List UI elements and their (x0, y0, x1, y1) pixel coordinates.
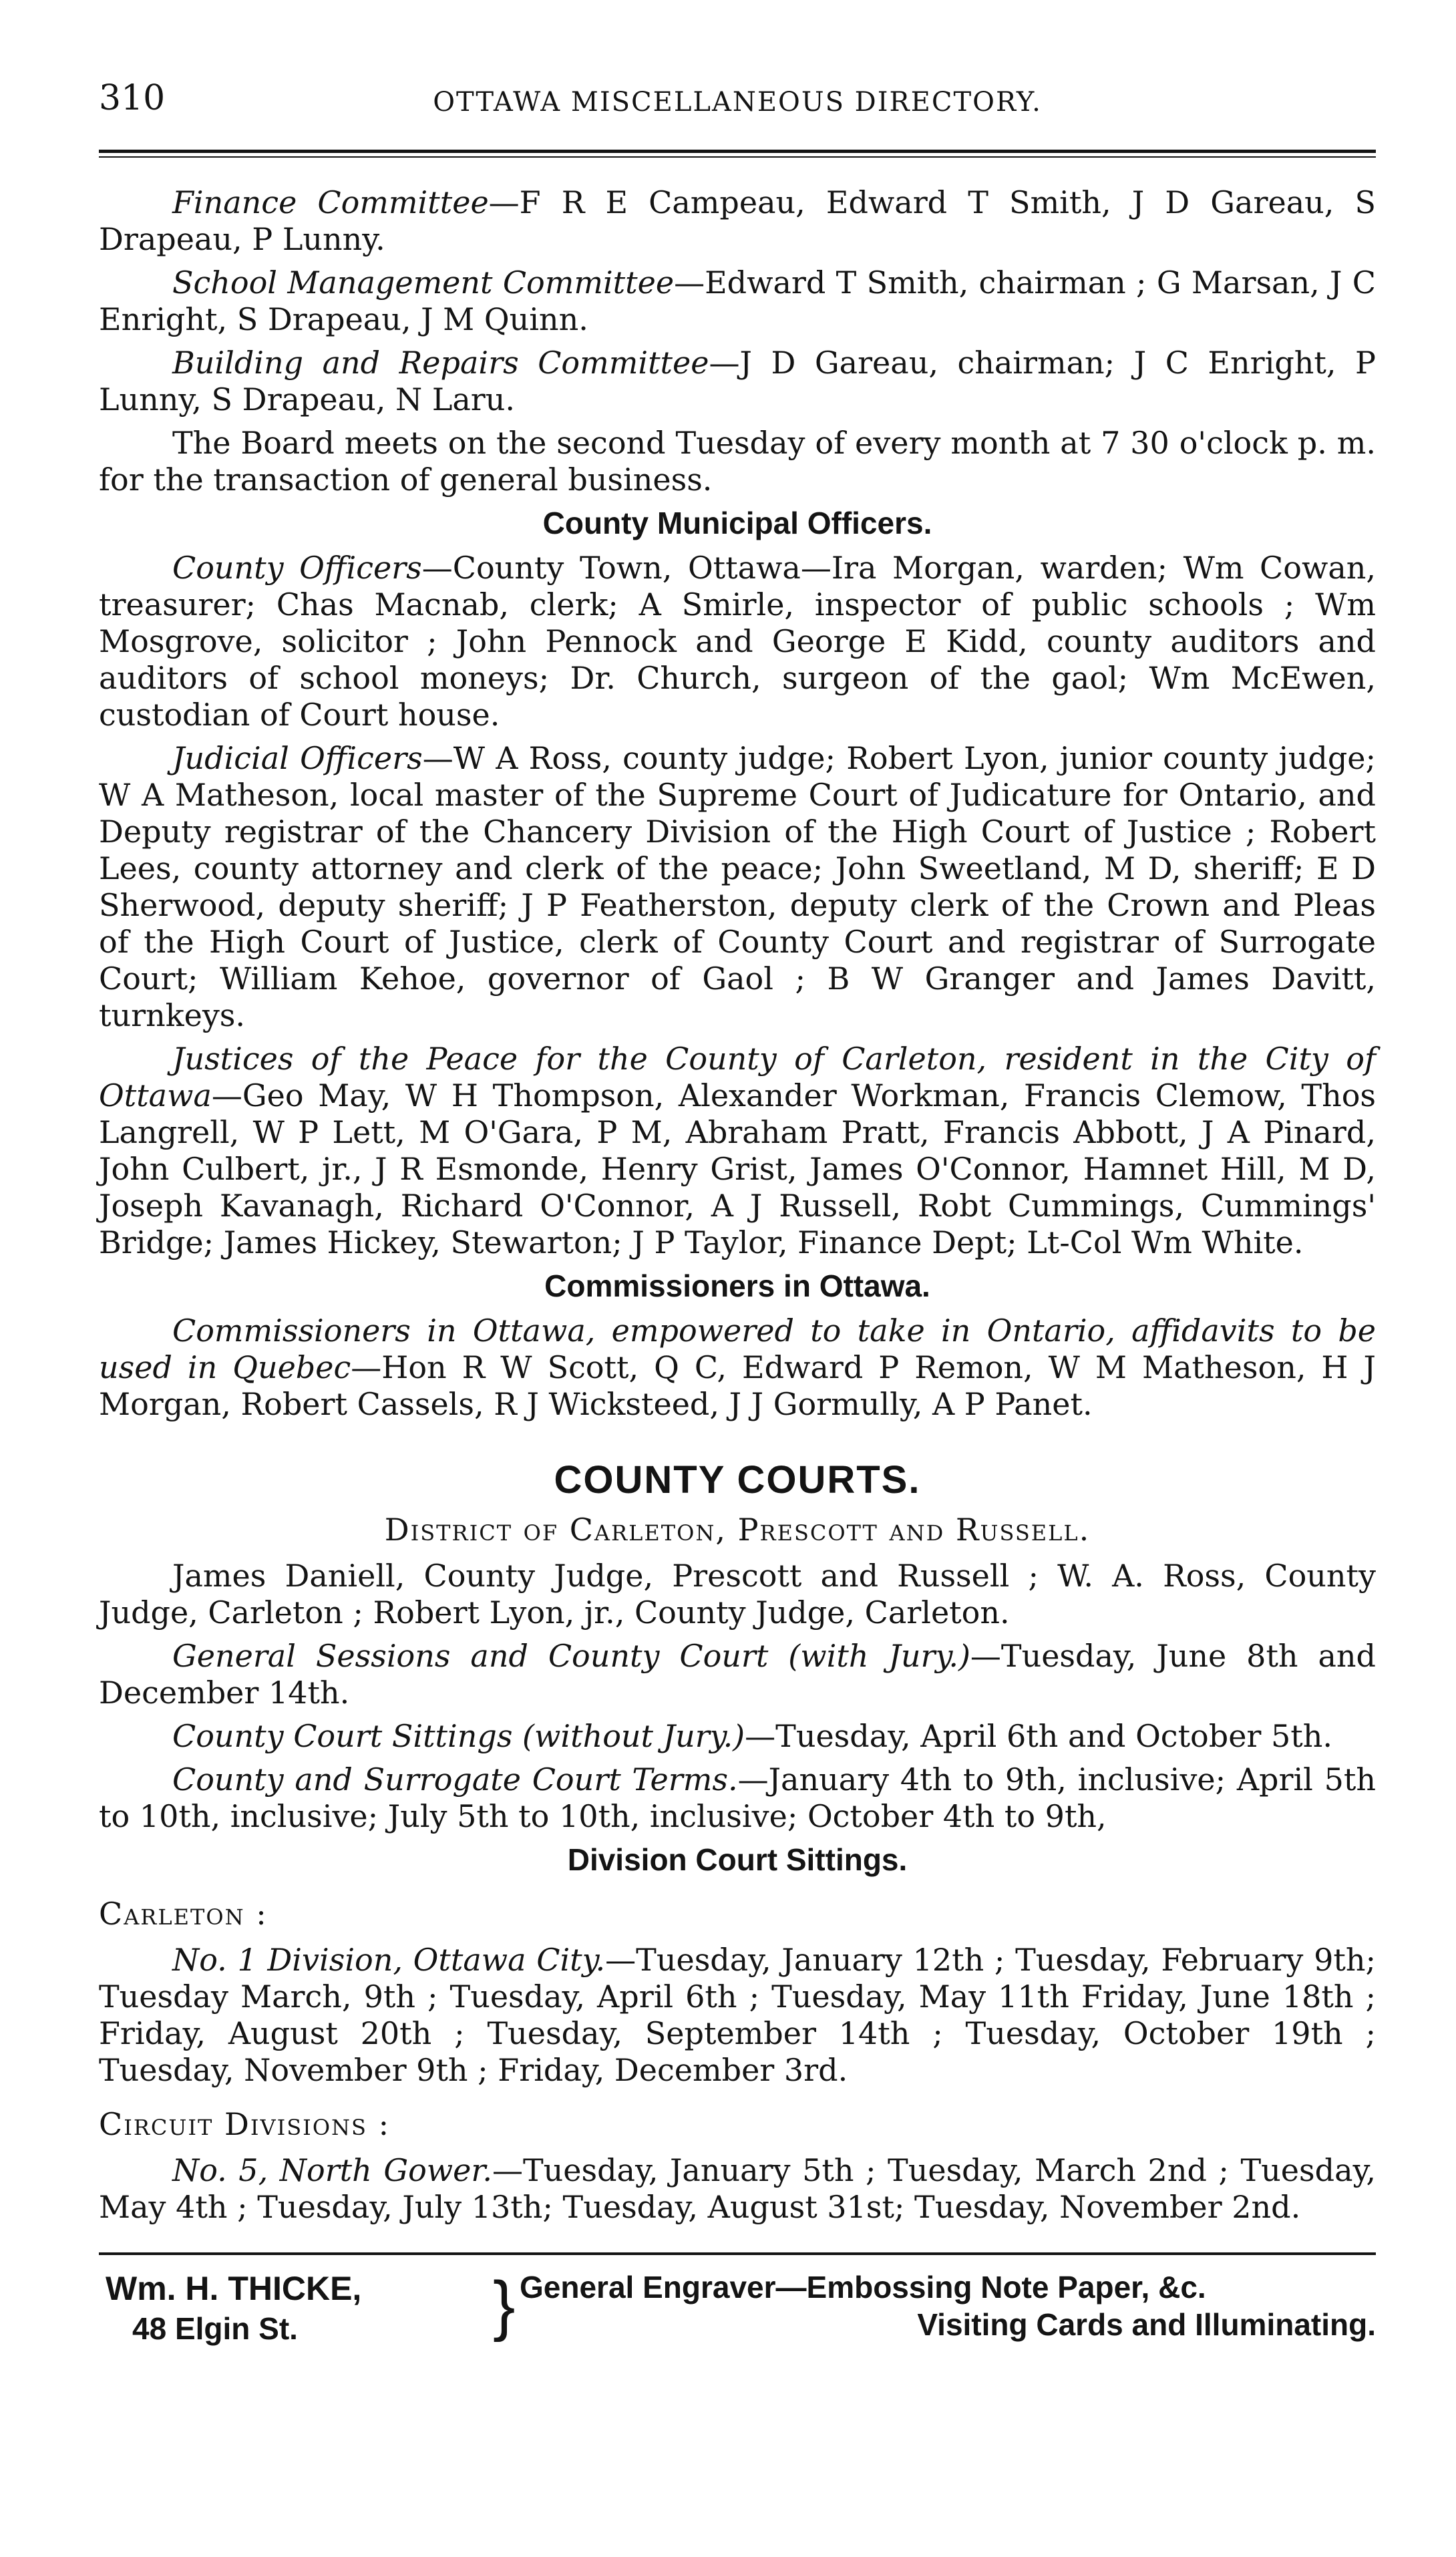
running-title: OTTAWA MISCELLANEOUS DIRECTORY. (433, 87, 1042, 118)
county-officers-title: County Officers (172, 550, 422, 586)
carleton-label: Carleton : (99, 1896, 268, 1932)
header-rule (99, 150, 1376, 158)
advertiser-block (99, 2268, 493, 2349)
district-subheading: District of Carleton, Prescott and Russell. (384, 1512, 1091, 1548)
circuit-divisions-label: Circuit Divisions : (99, 2106, 391, 2142)
commissioners-text: —Hon R W Scott, Q C, Edward P Remon, W M Matheson, H J Morgan, Robert Cassels, R J Wicksteed, J J Gormully, A P Panet. (99, 1349, 1376, 1422)
county-judges-entry: James Daniell, County Judge, Prescott and Russell ; W. A. Ross, County Judge, Carleton ; Robert Lyon, jr., County Judge, Carleton. (99, 1558, 1376, 1631)
commissioners-entry (99, 1313, 1376, 1423)
judicial-officers-title: Judicial Officers (172, 740, 423, 776)
judicial-officers-entry (99, 740, 1376, 1034)
division-court-heading: Division Court Sittings. (567, 1842, 908, 1877)
division-1-text: —Tuesday, January 12th ; Tuesday, February 9th; Tuesday March, 9th ; Tuesday, April 6th ; Tuesday, May 11th Friday, June 18th ; Friday, August 20th ; Tuesday, September 14th ; Tuesday, October 19th ; Tuesday, November 9th ; Friday, December 3rd. (99, 1942, 1376, 2088)
court-terms-entry (99, 1761, 1376, 1835)
services-line-1: General Engraver—Embossing Note Paper, &c. (520, 2270, 1206, 2305)
finance-committee-text: —F R E Campeau, Edward T Smith, J D Gareau, S Drapeau, P Lunny. (99, 184, 1376, 257)
advertiser-address: 48 Elgin St. (132, 2311, 298, 2346)
finance-committee-title: Finance Committee (172, 184, 489, 220)
court-sittings-title: County Court Sittings (without Jury.) (172, 1718, 745, 1754)
general-sessions-entry (99, 1638, 1376, 1711)
advertiser-name: Wm. H. THICKE, (106, 2270, 362, 2307)
finance-committee-entry (99, 184, 1376, 258)
general-sessions-title: General Sessions and County Court (with Jury.) (172, 1638, 970, 1674)
division-1-title: No. 1 Division, Ottawa City. (172, 1942, 606, 1978)
page-number: 310 (99, 78, 166, 118)
justices-text: —Geo May, W H Thompson, Alexander Workman, Francis Clemow, Thos Langrell, W P Lett, M O'Gara, P M, Abraham Pratt, Francis Abbott, J A Pinard, John Culbert, jr., J R Esmonde, Henry Grist, James O'Connor, Hamnet Hill, M D, Joseph Kavanagh, Richard O'Connor, A J Russell, Robt Cummings, Cummings' Bridge; James Hickey, Stewarton; J P Taylor, Finance Dept; Lt-Col Wm White. (99, 1077, 1376, 1260)
building-committee-entry (99, 345, 1376, 418)
footer-rule (99, 2252, 1376, 2255)
judicial-officers-text: —W A Ross, county judge; Robert Lyon, junior county judge; W A Matheson, local master of the Supreme Court of Judicature for Ontario, and Deputy registrar of the Chancery Division of the High Court of Justice ; Robert Lees, county attorney and clerk of the peace; John Sweetland, M D, sheriff; E D Sherwood, deputy sheriff; J P Featherston, deputy clerk of the Crown and Pleas of the High Court of Justice, clerk of County Court and registrar of Surrogate Court; William Kehoe, governor of Gaol ; B W Granger and James Davitt, turnkeys. (99, 740, 1376, 1033)
court-sittings-text: —Tuesday, April 6th and October 5th. (745, 1718, 1333, 1754)
court-terms-text: —January 4th to 9th, inclusive; April 5th to 10th, inclusive; July 5th to 10th, inclusive; October 4th to 9th, (99, 1761, 1377, 1834)
county-officers-text: —County Town, Ottawa—Ira Morgan, warden; Wm Cowan, treasurer; Chas Macnab, clerk; A Smirle, inspector of public schools ; Wm Mosgrove, solicitor ; John Pennock and George E Kidd, county auditors and auditors of school moneys; Dr. Church, surgeon of the gaol; Wm McEwen, custodian of Court house. (99, 550, 1376, 733)
county-courts-heading: COUNTY COURTS. (554, 1458, 921, 1502)
board-meeting-note: The Board meets on the second Tuesday of every month at 7 30 o'clock p. m. for the transaction of general business. (99, 425, 1376, 498)
division-5-text: —Tuesday, January 5th ; Tuesday, March 2nd ; Tuesday, May 4th ; Tuesday, July 13th; Tuesday, August 31st; Tuesday, November 2nd. (99, 2152, 1376, 2225)
commissioners-heading: Commissioners in Ottawa. (544, 1268, 930, 1303)
court-terms-title: County and Surrogate Court Terms. (172, 1761, 738, 1798)
county-municipal-heading: County Municipal Officers. (542, 506, 932, 540)
building-committee-title: Building and Repairs Committee (172, 345, 709, 381)
court-sittings-entry (99, 1718, 1376, 1755)
advertisement-services (520, 2268, 1376, 2343)
justices-entry (99, 1041, 1376, 1261)
commissioners-title: Commissioners in Ottawa, empowered to take in Ontario, affidavits to be used in Quebec (99, 1313, 1376, 1385)
school-committee-entry (99, 265, 1376, 338)
division-5-title: No. 5, North Gower. (172, 2152, 492, 2188)
division-1-entry (99, 1942, 1376, 2089)
services-line-2: Visiting Cards and Illuminating. (917, 2307, 1376, 2342)
justices-title: Justices of the Peace for the County of Carleton, resident in the City of Ottawa (99, 1041, 1376, 1114)
building-committee-text: —J D Gareau, chairman; J C Enright, P Lunny, S Drapeau, N Laru. (99, 345, 1376, 417)
page-header (99, 80, 1376, 127)
school-committee-text: —Edward T Smith, chairman ; G Marsan, J C Enright, S Drapeau, J M Quinn. (99, 265, 1376, 337)
school-committee-title: School Management Committee (172, 265, 675, 301)
brace-icon: } (493, 2268, 516, 2343)
division-5-entry (99, 2152, 1376, 2226)
general-sessions-text: —Tuesday, June 8th and December 14th. (99, 1638, 1376, 1711)
engraver-advertisement (99, 2268, 1376, 2349)
county-officers-entry (99, 550, 1376, 733)
